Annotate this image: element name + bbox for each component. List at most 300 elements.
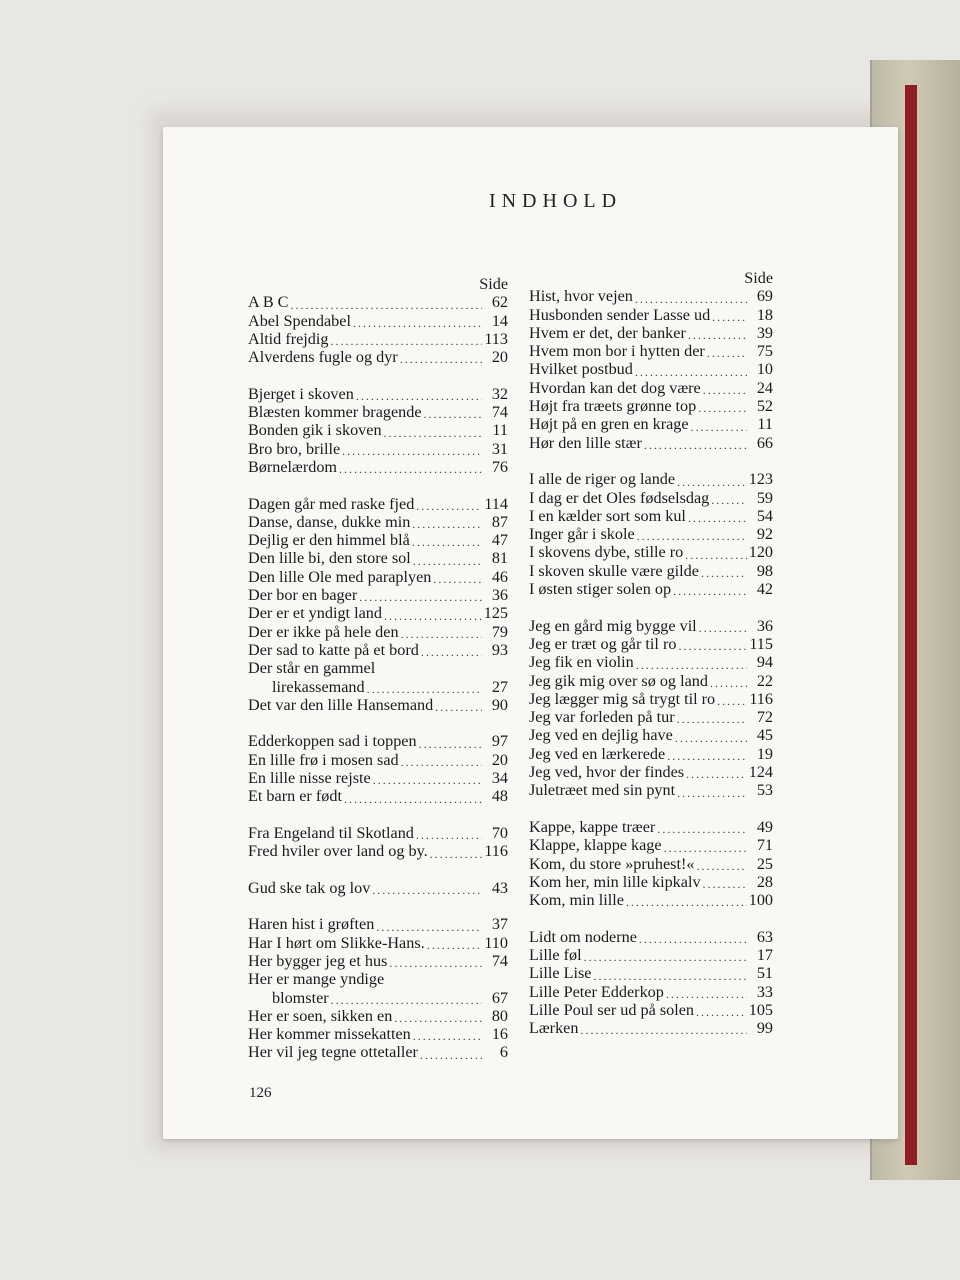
- toc-entry-title: Højt fra træets grønne top: [529, 397, 697, 416]
- dot-leader: [677, 786, 747, 800]
- toc-entry-title: Husbonden sender Lasse ud: [529, 305, 711, 324]
- toc-entry: [248, 989, 508, 1007]
- toc-entry-page: 72: [756, 708, 773, 727]
- toc-entry: [248, 549, 508, 567]
- toc-entry-page: 36: [756, 616, 773, 635]
- toc-entry-page: 99: [756, 1019, 773, 1038]
- toc-entry-page: 120: [748, 543, 773, 562]
- toc-entry-page: 125: [483, 604, 508, 623]
- group-gap: [248, 806, 508, 824]
- toc-entry-title: En lille frø i mosen sad: [248, 750, 399, 769]
- toc-entry: [248, 403, 508, 421]
- toc-entry: [529, 635, 773, 653]
- toc-entry-page: 10: [756, 360, 773, 379]
- toc-entry-title: Her kommer missekatten: [248, 1025, 411, 1044]
- toc-entry: [248, 732, 508, 750]
- toc-entry-title: blomster: [272, 988, 329, 1007]
- dot-leader: [673, 584, 747, 598]
- dot-leader: [657, 822, 747, 836]
- book-spine: [905, 85, 917, 1165]
- dot-leader: [664, 841, 747, 855]
- toc-entry-title: Hist, hvor vejen: [529, 287, 633, 306]
- toc-entry: [529, 617, 773, 635]
- side-label: Side: [744, 269, 773, 287]
- toc-entry: [248, 531, 508, 549]
- toc-entry-page: 19: [756, 744, 773, 763]
- toc-entry: [529, 543, 773, 561]
- toc-entry-page: 67: [491, 988, 508, 1007]
- dot-leader: [413, 1029, 482, 1043]
- dot-leader: [353, 316, 482, 330]
- toc-entry-page: 114: [484, 494, 508, 513]
- toc-entry-page: 74: [491, 403, 508, 422]
- toc-column-left: [248, 275, 508, 1062]
- dot-leader: [430, 847, 482, 861]
- toc-entry-page: 11: [492, 421, 508, 440]
- toc-entry: [529, 745, 773, 763]
- toc-entry: [248, 1043, 508, 1061]
- toc-entry-title-line: Her er mange yndige: [248, 970, 385, 989]
- dot-leader: [419, 737, 482, 751]
- toc-entry: [248, 1025, 508, 1043]
- toc-entry: [248, 769, 508, 787]
- dot-leader: [711, 493, 747, 507]
- toc-entry-page: 47: [491, 531, 508, 550]
- toc-entry-title: Blæsten kommer bragende: [248, 403, 422, 422]
- toc-entry: [529, 342, 773, 360]
- toc-entry-title: Der bor en bager: [248, 586, 358, 605]
- dot-leader: [626, 895, 747, 909]
- toc-entry-page: 51: [756, 964, 773, 983]
- dot-leader: [636, 658, 747, 672]
- toc-entry-page: 16: [491, 1025, 508, 1044]
- toc-entry: [529, 855, 773, 873]
- dot-leader: [707, 346, 747, 360]
- book-page: [163, 127, 898, 1139]
- toc-entry-page: 39: [756, 323, 773, 342]
- dot-leader: [696, 859, 747, 873]
- toc-entry: [248, 915, 508, 933]
- toc-entry-page: 53: [756, 781, 773, 800]
- dot-leader: [389, 956, 482, 970]
- toc-entry-title: I skovens dybe, stille ro: [529, 543, 684, 562]
- dot-leader: [666, 987, 747, 1001]
- dot-leader: [401, 755, 482, 769]
- toc-entry-title: Lille Lise: [529, 964, 592, 983]
- toc-entry-page: 74: [491, 951, 508, 970]
- toc-entry-title: Et barn er født: [248, 787, 342, 806]
- toc-entry-title: Hvem er det, der banker: [529, 323, 686, 342]
- dot-leader: [686, 767, 747, 781]
- dot-leader: [677, 712, 747, 726]
- dot-leader: [691, 420, 747, 434]
- dot-leader: [701, 566, 747, 580]
- toc-entry-page: 94: [756, 653, 773, 672]
- toc-entry-title: Juletræet med sin pynt: [529, 781, 676, 800]
- toc-entry-page: 25: [756, 854, 773, 873]
- toc-entry-title: Børnelærdom: [248, 457, 338, 476]
- toc-entry-page: 110: [484, 933, 508, 952]
- toc-entry: [248, 421, 508, 439]
- toc-entry-title: Jeg er træt og går til ro: [529, 634, 677, 653]
- dot-leader: [331, 993, 482, 1007]
- toc-entry: [248, 604, 508, 622]
- toc-entry-page: 124: [748, 763, 773, 782]
- toc-entry: [529, 324, 773, 342]
- dot-leader: [373, 773, 482, 787]
- toc-entry-title: Lille Peter Edderkop: [529, 982, 664, 1001]
- side-label: Side: [479, 275, 508, 293]
- dot-leader: [330, 334, 482, 348]
- dot-leader: [416, 499, 482, 513]
- toc-entry-title: Jeg var forleden på tur: [529, 708, 675, 727]
- toc-entry-title: Gud ske tak og lov: [248, 878, 371, 897]
- dot-leader: [699, 621, 747, 635]
- toc-entry-page: 6: [499, 1043, 508, 1062]
- toc-entry: [529, 983, 773, 1001]
- toc-entry: [529, 1001, 773, 1019]
- dot-leader: [635, 292, 747, 306]
- dot-leader: [416, 828, 482, 842]
- toc-entry-title: Jeg ved, hvor der findes: [529, 763, 685, 782]
- toc-entry-page: 115: [749, 634, 773, 653]
- toc-entry-title: Her er soen, sikken en: [248, 1006, 393, 1025]
- toc-entry: [248, 952, 508, 970]
- toc-entry-page: 79: [491, 622, 508, 641]
- dot-leader: [342, 444, 482, 458]
- toc-entry-page: 93: [491, 640, 508, 659]
- toc-entry-title: Her bygger jeg et hus: [248, 951, 388, 970]
- dot-leader: [637, 529, 747, 543]
- toc-entry-page: 43: [491, 878, 508, 897]
- toc-entry: [529, 379, 773, 397]
- toc-entry-page: 100: [748, 891, 773, 910]
- toc-entry-page: 80: [491, 1006, 508, 1025]
- dot-leader: [710, 676, 747, 690]
- group-gap: [529, 598, 773, 616]
- toc-column-right: [529, 269, 773, 1037]
- toc-entry: [248, 385, 508, 403]
- toc-entry-page: 54: [756, 506, 773, 525]
- toc-entry-title: Lille Poul ser ud på solen: [529, 1000, 694, 1019]
- toc-entry-page: 36: [491, 586, 508, 605]
- toc-entry-page: 90: [491, 695, 508, 714]
- toc-entry-title: Højt på en gren en krage: [529, 415, 689, 434]
- toc-entry-page: 123: [748, 470, 773, 489]
- toc-entry-page: 75: [756, 342, 773, 361]
- toc-entry-title: Edderkoppen sad i toppen: [248, 732, 417, 751]
- toc-entry-page: 71: [756, 836, 773, 855]
- toc-entry: [248, 312, 508, 330]
- toc-entry-title: Jeg en gård mig bygge vil: [529, 616, 697, 635]
- dot-leader: [584, 950, 747, 964]
- toc-entry: [529, 1019, 773, 1037]
- group-gap: [529, 452, 773, 470]
- toc-entry-page: 98: [756, 561, 773, 580]
- toc-entry-title: Jeg lægger mig så trygt til ro: [529, 689, 716, 708]
- toc-entry: [529, 580, 773, 598]
- toc-entry-title: Inger går i skole: [529, 525, 635, 544]
- toc-entry-title: Bonden gik i skoven: [248, 421, 382, 440]
- toc-entry: [529, 946, 773, 964]
- dot-leader: [696, 1005, 747, 1019]
- toc-entry-title: Jeg ved en lærkerede: [529, 744, 666, 763]
- toc-entry-title: Kom, min lille: [529, 891, 624, 910]
- group-gap: [529, 800, 773, 818]
- toc-entry: [248, 330, 508, 348]
- dot-leader: [359, 590, 482, 604]
- toc-entry: [529, 489, 773, 507]
- dot-leader: [372, 883, 482, 897]
- toc-entry-page: 27: [491, 677, 508, 696]
- toc-entry-title: I skoven skulle være gilde: [529, 561, 699, 580]
- toc-entry: [529, 836, 773, 854]
- toc-entry-title: Altid frejdig: [248, 329, 329, 348]
- toc-entry-title: Kom, du store »pruhest!«: [529, 854, 695, 873]
- toc-entry: [248, 348, 508, 366]
- dot-leader: [685, 548, 747, 562]
- toc-entry: [529, 726, 773, 744]
- toc-entry-page: 49: [756, 817, 773, 836]
- toc-entry-page: 37: [491, 915, 508, 934]
- toc-entry: [529, 873, 773, 891]
- toc-entry-title: Fra Engeland til Skotland: [248, 823, 414, 842]
- dot-leader: [635, 365, 747, 379]
- toc-entry-page: 31: [491, 439, 508, 458]
- toc-entry-title: A B C: [248, 293, 289, 312]
- toc-entry-page: 33: [756, 982, 773, 1001]
- dot-leader: [678, 639, 747, 653]
- toc-entry-page: 14: [491, 311, 508, 330]
- toc-entry: [529, 964, 773, 982]
- dot-leader: [290, 298, 482, 312]
- toc-entry-title: Hvordan kan det dog være: [529, 378, 701, 397]
- toc-entry: [529, 360, 773, 378]
- dot-leader: [639, 932, 747, 946]
- toc-entry-page: 59: [756, 488, 773, 507]
- toc-entry-page: 46: [491, 567, 508, 586]
- dot-leader: [394, 1011, 482, 1025]
- dot-leader: [412, 517, 482, 531]
- dot-leader: [667, 749, 747, 763]
- toc-entry-title: Fred hviler over land og by.: [248, 842, 428, 861]
- toc-entry-page: 66: [756, 433, 773, 452]
- toc-entry-title: Den lille bi, den store sol: [248, 549, 411, 568]
- toc-entry-title: Der er et yndigt land: [248, 604, 382, 623]
- toc-entry-page: 32: [491, 384, 508, 403]
- dot-leader: [703, 877, 747, 891]
- toc-entry: [529, 708, 773, 726]
- toc-entry: [529, 306, 773, 324]
- toc-entry-title: Den lille Ole med paraplyen: [248, 567, 432, 586]
- toc-entry-title: Jeg gik mig over sø og land: [529, 671, 708, 690]
- dot-leader: [413, 554, 482, 568]
- toc-entry: [248, 568, 508, 586]
- toc-entry-page: 76: [491, 457, 508, 476]
- toc-entry-page: 62: [491, 293, 508, 312]
- toc-entry-title: Hvilket postbud: [529, 360, 633, 379]
- toc-entry-page: 105: [748, 1000, 773, 1019]
- toc-entry-title: Har I hørt om Slikke-Hans.: [248, 933, 425, 952]
- toc-entry: [529, 891, 773, 909]
- toc-entry: [248, 879, 508, 897]
- toc-entry-title: Lille føl: [529, 945, 582, 964]
- toc-entry-title: I en kælder sort som kul: [529, 506, 686, 525]
- toc-entry: [529, 415, 773, 433]
- toc-entry-page: 17: [756, 945, 773, 964]
- toc-entry: [248, 440, 508, 458]
- toc-entry: [529, 470, 773, 488]
- toc-entry-title: Bjerget i skoven: [248, 384, 354, 403]
- toc-entry-title: I alle de riger og lande: [529, 470, 676, 489]
- toc-entry: [248, 678, 508, 696]
- toc-entry-title: I dag er det Oles fødselsdag: [529, 488, 710, 507]
- toc-entry: [529, 653, 773, 671]
- toc-entry-page: 69: [756, 287, 773, 306]
- dot-leader: [717, 694, 747, 708]
- toc-entry-page: 92: [756, 525, 773, 544]
- toc-entry-page: 22: [756, 671, 773, 690]
- toc-entry-title: Lidt om noderne: [529, 927, 637, 946]
- toc-entry-page: 97: [491, 732, 508, 751]
- toc-entry: [248, 751, 508, 769]
- toc-entry-page: 116: [749, 689, 773, 708]
- toc-entry: [529, 928, 773, 946]
- toc-entry-page: 28: [756, 872, 773, 891]
- toc-entry: [248, 824, 508, 842]
- toc-entry-title: Dagen går med raske fjed: [248, 494, 415, 513]
- dot-leader: [384, 426, 482, 440]
- page-number: 126: [249, 1085, 272, 1101]
- toc-entry-page: 11: [757, 415, 773, 434]
- toc-entry-page: 34: [491, 769, 508, 788]
- toc-entry-title: Der er ikke på hele den: [248, 622, 399, 641]
- toc-entry-page: 42: [756, 580, 773, 599]
- dot-leader: [435, 700, 482, 714]
- toc-entry-page: 116: [484, 842, 508, 861]
- dot-leader: [412, 535, 482, 549]
- dot-leader: [420, 1048, 482, 1062]
- toc-entry-page: 24: [756, 378, 773, 397]
- dot-leader: [675, 731, 747, 745]
- toc-entry-title: Lærken: [529, 1019, 579, 1038]
- dot-leader: [339, 462, 482, 476]
- toc-entry-title: Hvem mon bor i hytten der: [529, 342, 705, 361]
- toc-entry-title: Kom her, min lille kipkalv: [529, 872, 701, 891]
- toc-entry-title: I østen stiger solen op: [529, 580, 672, 599]
- dot-leader: [580, 1023, 747, 1037]
- toc-entry: [248, 696, 508, 714]
- dot-leader: [688, 511, 747, 525]
- toc-entry: [248, 641, 508, 659]
- toc-entry-title: Abel Spendabel: [248, 311, 351, 330]
- dot-leader: [356, 389, 482, 403]
- dot-leader: [424, 407, 482, 421]
- toc-entry-title: Klappe, klappe kage: [529, 836, 662, 855]
- toc-entry: [529, 763, 773, 781]
- page-title: INDHOLD: [488, 190, 623, 212]
- dot-leader: [703, 383, 747, 397]
- toc-entry: [529, 507, 773, 525]
- dot-leader: [400, 352, 482, 366]
- toc-entry-title: Dejlig er den himmel blå: [248, 531, 410, 550]
- dot-leader: [344, 792, 482, 806]
- dot-leader: [593, 969, 747, 983]
- toc-entry: [529, 690, 773, 708]
- dot-leader: [712, 310, 747, 324]
- toc-entry-title: Her vil jeg tegne ottetaller: [248, 1043, 418, 1062]
- toc-entry: [529, 434, 773, 452]
- dot-leader: [421, 645, 482, 659]
- toc-entry: [248, 293, 508, 311]
- group-gap: [529, 909, 773, 927]
- dot-leader: [644, 438, 747, 452]
- toc-entry-title: Alverdens fugle og dyr: [248, 348, 398, 367]
- toc-entry-title: Danse, danse, dukke min: [248, 512, 411, 531]
- toc-entry: [248, 586, 508, 604]
- group-gap: [248, 897, 508, 915]
- toc-entry: [529, 672, 773, 690]
- dot-leader: [376, 920, 482, 934]
- dot-leader: [688, 328, 747, 342]
- toc-entry-title: Bro bro, brille: [248, 439, 341, 458]
- group-gap: [248, 366, 508, 384]
- toc-entry-page: 48: [491, 787, 508, 806]
- toc-entry: [248, 513, 508, 531]
- toc-entry-title: Jeg ved en dejlig have: [529, 726, 673, 745]
- toc-entry: [248, 787, 508, 805]
- dot-leader: [427, 938, 482, 952]
- toc-entry-page: 20: [491, 348, 508, 367]
- toc-entry-page: 20: [491, 750, 508, 769]
- toc-entry: [529, 525, 773, 543]
- group-gap: [248, 476, 508, 494]
- toc-entry-title: Hør den lille stær: [529, 433, 642, 452]
- toc-entry-page: 52: [756, 397, 773, 416]
- dot-leader: [677, 475, 747, 489]
- toc-entry-page: 87: [491, 512, 508, 531]
- toc-entry-title: lirekassemand: [272, 677, 365, 696]
- toc-entry: [248, 934, 508, 952]
- toc-entry: [248, 1007, 508, 1025]
- toc-entry-title: Kappe, kappe træer: [529, 817, 656, 836]
- group-gap: [248, 861, 508, 879]
- toc-entry-title: Der sad to katte på et bord: [248, 640, 419, 659]
- toc-entry-page: 70: [491, 823, 508, 842]
- toc-entry-page: 18: [756, 305, 773, 324]
- toc-entry-page: 113: [484, 329, 508, 348]
- dot-leader: [698, 401, 747, 415]
- dot-leader: [384, 609, 482, 623]
- toc-entry: [529, 397, 773, 415]
- toc-entry-title: Haren hist i grøften: [248, 915, 375, 934]
- toc-entry-title: En lille nisse rejste: [248, 769, 371, 788]
- toc-entry-title: Det var den lille Hansemand: [248, 695, 434, 714]
- toc-entry: [248, 495, 508, 513]
- toc-entry-page: 45: [756, 726, 773, 745]
- toc-entry: [529, 781, 773, 799]
- toc-entry: [529, 287, 773, 305]
- toc-entry-title-line: Der står en gammel: [248, 659, 376, 678]
- toc-entry: [529, 562, 773, 580]
- toc-entry: [248, 842, 508, 860]
- toc-entry-page: 63: [756, 927, 773, 946]
- dot-leader: [433, 572, 482, 586]
- dot-leader: [401, 627, 482, 641]
- toc-entry-title: Jeg fik en violin: [529, 653, 634, 672]
- toc-entry: [529, 818, 773, 836]
- toc-entry: [248, 623, 508, 641]
